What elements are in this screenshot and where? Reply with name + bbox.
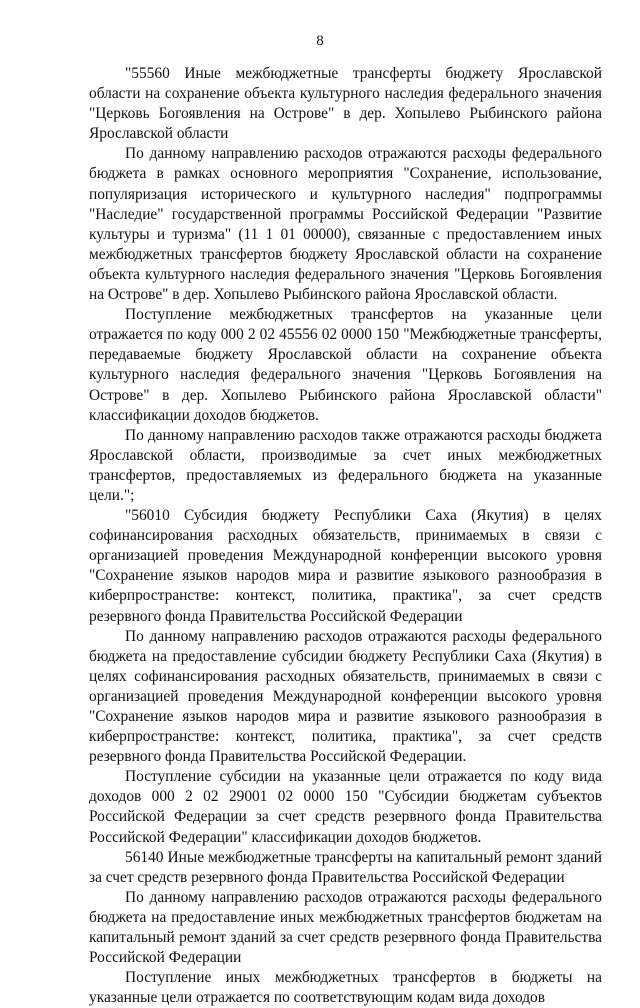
paragraph-56010-heading: "56010 Субсидия бюджету Республики Саха (Якутия) в целях софинансирования расходных обязательств, принимаемых в связи с организацией проведения Международной конференции высокого уровня "Сохранение языков народов мира и развитие языкового разнообразия в киберпространстве: контекст, политика, практика", за счет средств резервного фонда Правительства Российской Федерации: [89, 507, 602, 625]
paragraph-55560-revenue-code: Поступление межбюджетных трансфертов на указанные цели отражается по коду 000 2 02 45556 02 0000 150 "Межбюджетные трансферты, передаваемые бюджету Ярославской области на сохранение объекта культурного наследия федерального значения "Церковь Богоявления на Острове" в дер. Хопылево Рыбинского района Ярославской области" классификации доходов бюджетов.: [89, 306, 602, 424]
paragraph-56010-revenue-code: Поступление субсидии на указанные цели отражается по коду вида доходов 000 2 02 29001 02 0000 150 "Субсидии бюджетам субъектов Российской Федерации за счет средств резервного фонда Правительства Российской Федерации" классификации доходов бюджетов.: [89, 768, 602, 846]
document-body: [89, 64, 602, 1008]
paragraph-55560-regional-expenses: По данному направлению расходов также отражаются расходы бюджета Ярославской области, производимые за счет иных межбюджетных трансфертов, предоставляемых из федерального бюджета на указанные цели.";: [89, 426, 602, 504]
paragraph-56140-description: По данному направлению расходов отражаются расходы федерального бюджета на предоставление иных межбюджетных трансфертов бюджетам на капитальный ремонт зданий за счет средств резервного фонда Правительства Российской Федерации: [89, 888, 602, 967]
paragraph-55560-heading: "55560 Иные межбюджетные трансферты бюджету Ярославской области на сохранение объекта культурного наследия федерального значения "Церковь Богоявления на Острове" в дер. Хопылево Рыбинского района Ярославской области: [89, 65, 602, 143]
paragraph-55560-description: По данному направлению расходов отражаются расходы федерального бюджета в рамках основного мероприятия "Сохранение, использование, популяризация исторического и культурного наследия" подпрограммы "Наследие" государственной программы Российской Федерации "Развитие культуры и туризма" (11 1 01 00000), связанные с предоставлением иных межбюджетных трансфертов бюджету Ярославской области на сохранение объекта культурного наследия федерального значения "Церковь Богоявления на Острове" в дер. Хопылево Рыбинского района Ярославской области.: [89, 145, 602, 304]
paragraph-56140-heading: 56140 Иные межбюджетные трансферты на капитальный ремонт зданий за счет средств резервного фонда Правительства Российской Федерации: [89, 848, 602, 886]
paragraph-56010-description: По данному направлению расходов отражаются расходы федерального бюджета на предоставление субсидии бюджету Республики Саха (Якутия) в целях софинансирования расходных обязательств, принимаемых в связи с организацией проведения Международной конференции высокого уровня "Сохранение языков народов мира и развитие языкового разнообразия в киберпространстве: контекст, политика, практика", за счет средств резервного фонда Правительства Российской Федерации.: [89, 627, 602, 766]
paragraph-56140-revenue-partial: Поступление иных межбюджетных трансфертов в бюджеты на указанные цели отражается по соответствующим кодам вида доходов: [89, 969, 602, 1007]
page-number: 8: [316, 33, 324, 49]
